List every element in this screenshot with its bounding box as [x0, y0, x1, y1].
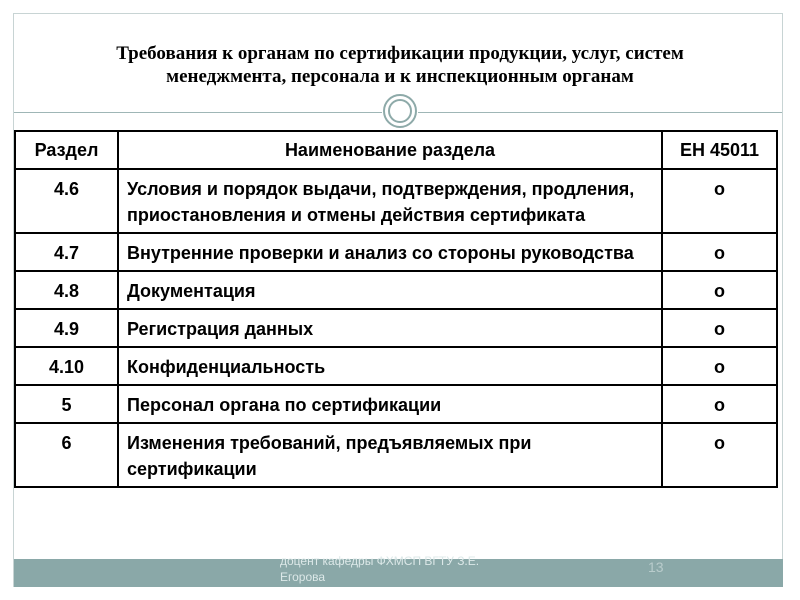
- slide-title-line-1: Требования к органам по сертификации продукции, услуг, систем: [116, 43, 684, 64]
- table-row: [15, 169, 777, 233]
- header-section: Раздел: [15, 131, 118, 169]
- cell-mark: о: [662, 423, 777, 487]
- table-row: [15, 271, 777, 309]
- cell-name: Персонал органа по сертификации: [118, 385, 662, 423]
- cell-mark: о: [662, 385, 777, 423]
- table-row: [15, 347, 777, 385]
- slide-title: [30, 42, 770, 88]
- cell-mark: о: [662, 347, 777, 385]
- table-row: [15, 309, 777, 347]
- page-number: 13: [648, 559, 664, 575]
- cell-section: 4.8: [15, 271, 118, 309]
- requirements-table: [14, 130, 778, 488]
- cell-section: 4.6: [15, 169, 118, 233]
- cell-section: 4.7: [15, 233, 118, 271]
- table-row: [15, 423, 777, 487]
- cell-mark: о: [662, 169, 777, 233]
- slide-title-line-2: менеджмента, персонала и к инспекционным органам: [166, 66, 634, 87]
- header-standard: ЕН 45011: [662, 131, 777, 169]
- cell-name: Регистрация данных: [118, 309, 662, 347]
- cell-section: 6: [15, 423, 118, 487]
- cell-mark: о: [662, 271, 777, 309]
- table-row: [15, 385, 777, 423]
- footer-author: доцент кафедры ФХМСП ВГТУ З.Е. Егорова: [280, 554, 480, 584]
- cell-section: 5: [15, 385, 118, 423]
- cell-name: Документация: [118, 271, 662, 309]
- circle-ornament-icon: [383, 94, 417, 128]
- table-row: [15, 233, 777, 271]
- header-section-name: Наименование раздела: [118, 131, 662, 169]
- divider-line-left: [14, 112, 382, 113]
- cell-section: 4.9: [15, 309, 118, 347]
- cell-name: Условия и порядок выдачи, подтверждения, продления, приостановления и отмены действия сертификата: [118, 169, 662, 233]
- table-header-row: [15, 131, 777, 169]
- cell-name: Изменения требований, предъявляемых при сертификации: [118, 423, 662, 487]
- cell-mark: о: [662, 309, 777, 347]
- cell-name: Внутренние проверки и анализ со стороны руководства: [118, 233, 662, 271]
- circle-ornament-inner: [388, 99, 412, 123]
- cell-section: 4.10: [15, 347, 118, 385]
- cell-name: Конфиденциальность: [118, 347, 662, 385]
- cell-mark: о: [662, 233, 777, 271]
- divider-line-right: [418, 112, 782, 113]
